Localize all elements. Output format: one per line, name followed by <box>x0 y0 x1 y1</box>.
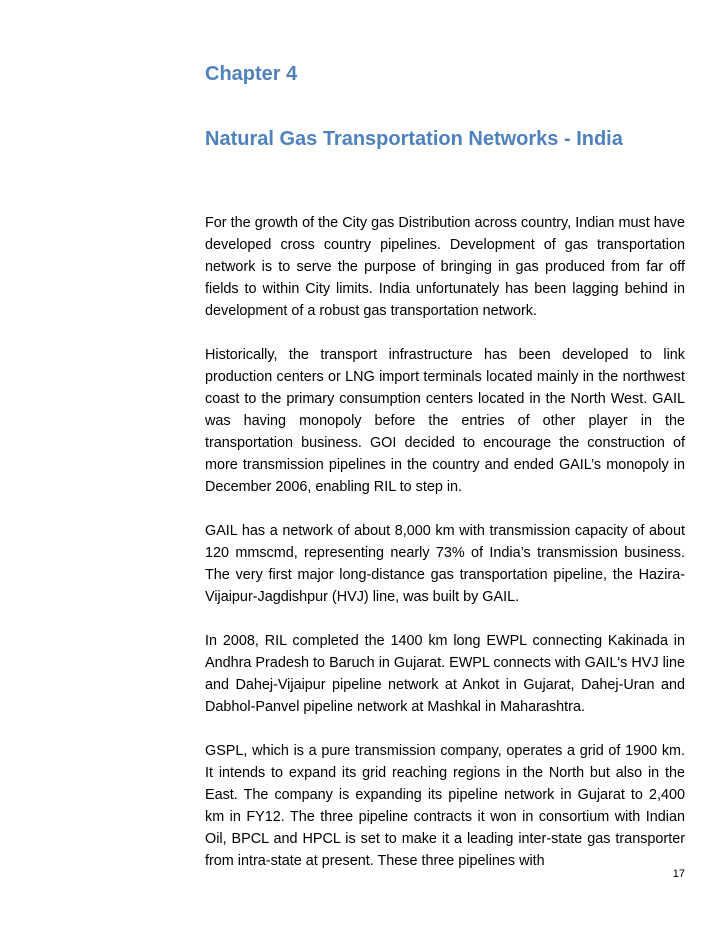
paragraph-2: Historically, the transport infrastructure has been developed to link production centers or LNG import terminals located mainly in the northwest coast to the primary consumption centers located in the North West. GAIL was having monopoly before the entries of other player in the transportation business. GOI decided to encourage the construction of more transmission pipelines in the country and ended GAIL’s monopoly in December 2006, enabling RIL to step in. <box>205 347 685 495</box>
page-number: 17 <box>672 868 685 880</box>
paragraph-5: GSPL, which is a pure transmission company, operates a grid of 1900 km. It intends to expand its grid reaching regions in the North but also in the East. The company is expanding its pipeline network in Gujarat to 2,400 km in FY12. The three pipeline contracts it won in consortium with Indian Oil, BPCL and HPCL is set to make it a leading inter-state gas transporter from intra-state at present. These three pipelines with <box>205 743 685 869</box>
page-title: Natural Gas Transportation Networks - India <box>205 128 623 150</box>
body-text <box>205 212 685 894</box>
paragraph-3: GAIL has a network of about 8,000 km with transmission capacity of about 120 mmscmd, representing nearly 73% of India’s transmission business. The very first major long-distance gas transportation pipeline, the Hazira-Vijaipur-Jagdishpur (HVJ) line, was built by GAIL. <box>205 523 685 605</box>
chapter-label: Chapter 4 <box>205 63 298 85</box>
paragraph-1: For the growth of the City gas Distribution across country, Indian must have developed cross country pipelines. Development of gas transportation network is to serve the purpose of bringing in gas produced from far off fields to within City limits. India unfortunately has been lagging behind in development of a robust gas transportation network. <box>205 215 685 319</box>
paragraph-4: In 2008, RIL completed the 1400 km long EWPL connecting Kakinada in Andhra Pradesh to Baruch in Gujarat. EWPL connects with GAIL's HVJ line and Dahej-Vijaipur pipeline network at Ankot in Gujarat, Dahej-Uran and Dabhol-Panvel pipeline network at Mashkal in Maharashtra. <box>205 633 685 715</box>
